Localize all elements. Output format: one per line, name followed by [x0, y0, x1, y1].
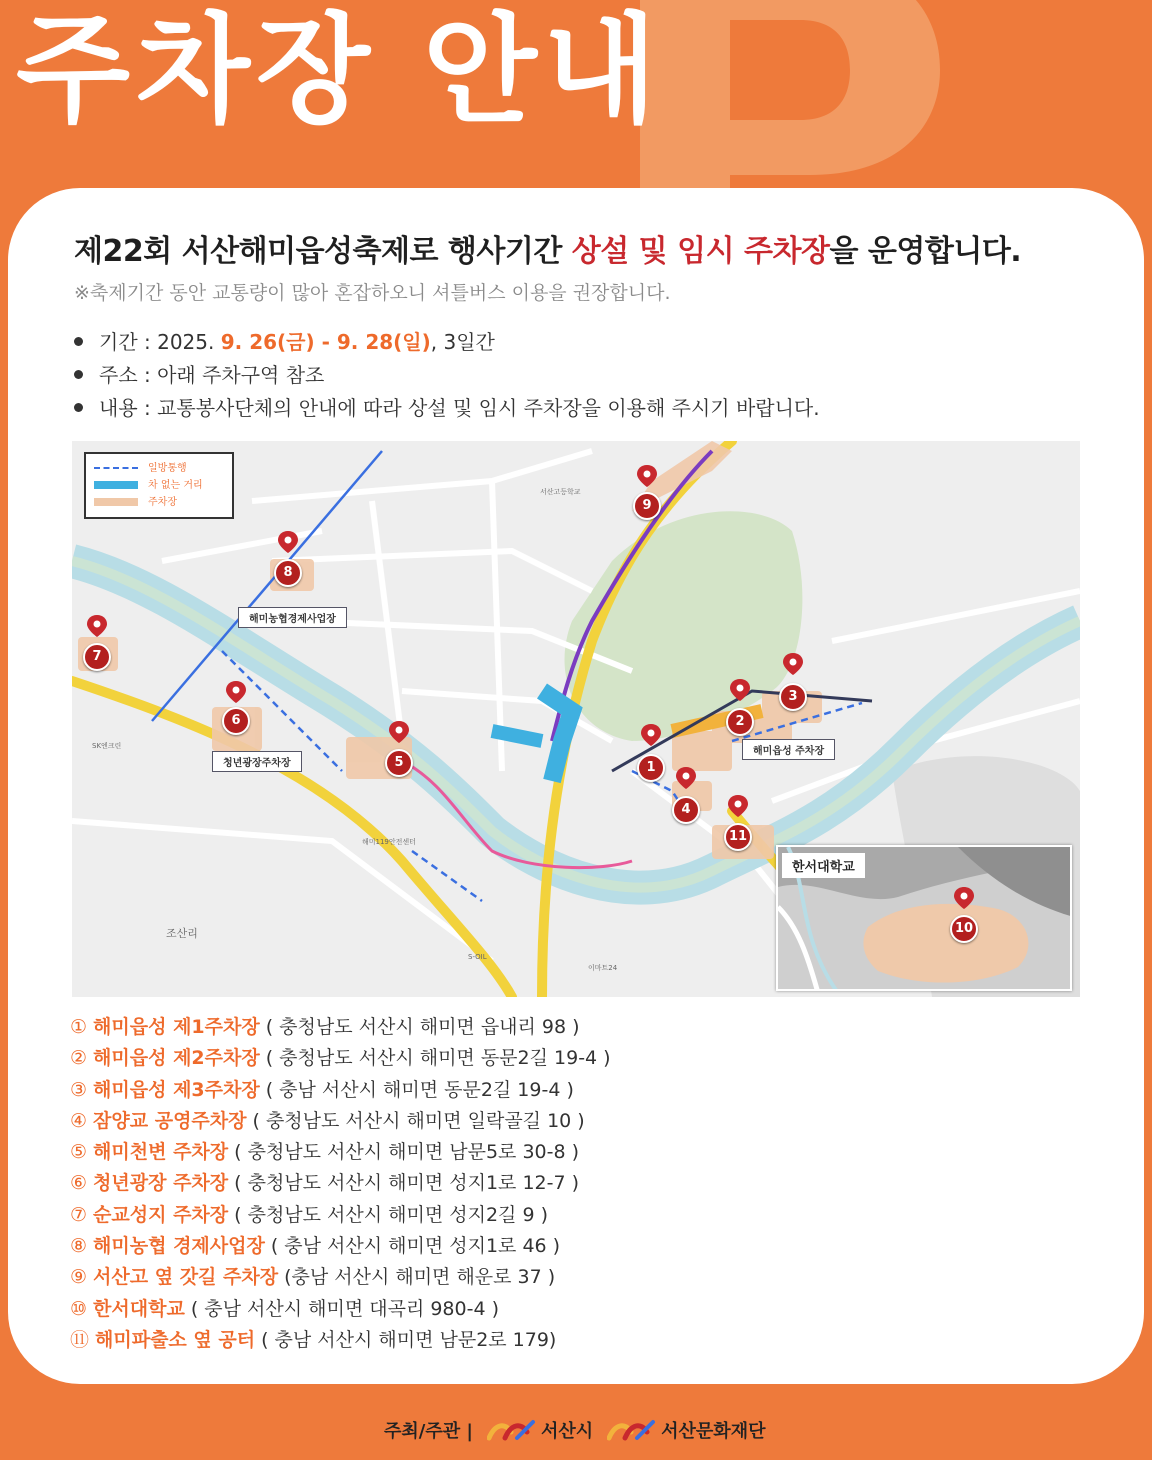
parking-p-icon — [640, 0, 940, 220]
place-soil: S-OIL — [468, 953, 487, 961]
pin-6[interactable]: 6 — [222, 707, 250, 735]
footer-label: 주최/주관 | — [384, 1421, 473, 1442]
pin-7[interactable]: 7 — [83, 643, 111, 671]
list-item: ⑥ 청년광장 주차장 ( 충청남도 서산시 해미면 성지1로 12-7 ) — [70, 1172, 580, 1195]
pin-8[interactable]: 8 — [274, 559, 302, 587]
pin-1[interactable]: 1 — [637, 754, 665, 782]
map-marker-icon — [676, 767, 696, 789]
org-seosan-city: 서산시 — [540, 1421, 594, 1442]
map-marker-icon — [637, 465, 657, 487]
bullet-icon — [74, 403, 83, 412]
bullet-icon — [74, 370, 83, 379]
map-marker-icon — [87, 615, 107, 637]
label-eupseong-parking: 해미읍성 주차장 — [742, 739, 835, 760]
pin-4[interactable]: 4 — [672, 796, 700, 824]
map-marker-icon — [226, 681, 246, 703]
content-item: 내용 : 교통봉사단체의 안내에 따라 상설 및 임시 주차장을 이용해 주시기 바랍니다. — [74, 394, 820, 427]
footer-organizers — [384, 1412, 765, 1448]
address-item: 주소 : 아래 주차구역 참조 — [74, 361, 820, 394]
map-marker-icon — [730, 679, 750, 701]
list-item: ① 해미읍성 제1주차장 ( 충청남도 서산시 해미면 읍내리 98 ) — [70, 1016, 580, 1038]
list-item: ⑤ 해미천변 주차장 ( 충청남도 서산시 해미면 남문5로 30-8 ) — [70, 1141, 580, 1164]
place-joisanri: 조산리 — [166, 927, 198, 940]
list-item: ⑧ 해미농협 경제사업장 ( 충남 서산시 해미면 성지1로 46 ) — [70, 1235, 561, 1258]
map-marker-icon — [389, 721, 409, 743]
org-culture-foundation: 서산문화재단 — [661, 1421, 766, 1442]
list-item: ③ 해미읍성 제3주차장 ( 충남 서산시 해미면 동문2길 19-4 ) — [70, 1078, 574, 1101]
pin-2[interactable]: 2 — [726, 708, 754, 736]
pin-3[interactable]: 3 — [779, 683, 807, 711]
inset-title: 한서대학교 — [782, 853, 865, 878]
map-marker-icon — [278, 531, 298, 553]
map-marker-icon — [641, 724, 661, 746]
place-119: 해미119안전센터 — [362, 838, 416, 846]
list-item: ⑨ 서산고 옆 갓길 주차장 (충남 서산시 해미면 해운로 37 ) — [70, 1266, 556, 1289]
map-marker-icon — [728, 795, 748, 817]
parking-map[interactable] — [72, 441, 1080, 997]
pin-11[interactable]: 11 — [724, 823, 752, 851]
place-school: 서산고등학교 — [540, 488, 581, 496]
page-title: 주차장 안내 — [16, 1, 664, 139]
list-item: ⑪ 해미파출소 옆 공터 ( 충남 서산시 해미면 남문2로 179) — [70, 1328, 557, 1351]
map-marker-icon — [954, 887, 974, 909]
period-item: 기간 : 2025. 9. 26(금) - 9. 28(일), 3일간 — [74, 328, 820, 361]
info-list — [74, 328, 820, 427]
headline: 제22회 서산해미읍성축제로 행사기간 상설 및 임시 주차장을 운영합니다. — [74, 234, 1022, 269]
place-e24: 이마트24 — [588, 964, 618, 972]
pin-5[interactable]: 5 — [385, 749, 413, 777]
seosan-culture-foundation-logo-icon — [607, 1418, 655, 1442]
bullet-icon — [74, 337, 83, 346]
parking-lot-list — [70, 1012, 611, 1356]
map-marker-icon — [783, 653, 803, 675]
map-legend: 일방통행 차 없는 거리 주차장 — [84, 452, 234, 519]
label-nonghyup: 해미농협경제사업장 — [238, 607, 347, 628]
hanseo-inset-map[interactable] — [776, 845, 1072, 991]
seosan-city-logo-icon — [487, 1418, 535, 1442]
shuttle-notice: ※축제기간 동안 교통량이 많아 혼잡하오니 셔틀버스 이용을 권장합니다. — [74, 282, 671, 304]
headline-highlight: 상설 및 임시 주차장 — [571, 234, 830, 269]
list-item: ⑦ 순교성지 주차장 ( 충청남도 서산시 해미면 성지2길 9 ) — [70, 1203, 548, 1226]
pin-9[interactable]: 9 — [633, 492, 661, 520]
place-sk: SK엔크린 — [92, 742, 122, 750]
list-item: ② 해미읍성 제2주차장 ( 충청남도 서산시 해미면 동문2길 19-4 ) — [70, 1047, 611, 1070]
pin-10[interactable]: 10 — [950, 915, 978, 943]
list-item: ⑩ 한서대학교 ( 충남 서산시 해미면 대곡리 980-4 ) — [70, 1297, 499, 1320]
label-youth-square: 청년광장주차장 — [212, 751, 302, 772]
list-item: ④ 잠양교 공영주차장 ( 충청남도 서산시 해미면 일락골길 10 ) — [70, 1109, 585, 1132]
